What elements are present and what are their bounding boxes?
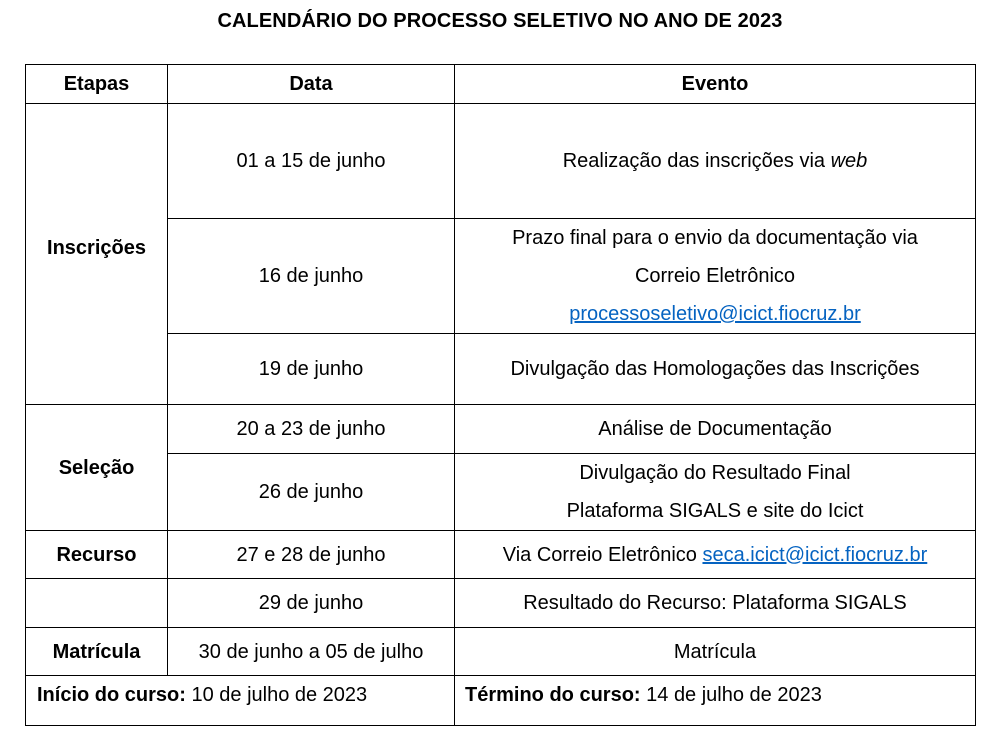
event-cell: Matrícula bbox=[455, 628, 976, 676]
calendar-table bbox=[25, 64, 976, 726]
table-row bbox=[26, 454, 976, 531]
table-row bbox=[26, 334, 976, 405]
header-data: Data bbox=[168, 65, 455, 104]
event-cell bbox=[455, 219, 976, 334]
header-evento: Evento bbox=[455, 65, 976, 104]
event-cell: Divulgação das Homologações das Inscrições bbox=[455, 334, 976, 405]
date-cell: 16 de junho bbox=[168, 219, 455, 334]
event-cell bbox=[455, 454, 976, 531]
stage-inscricoes: Inscrições bbox=[26, 104, 168, 405]
email-link[interactable]: seca.icict@icict.fiocruz.br bbox=[702, 543, 928, 566]
stage-selecao: Seleção bbox=[26, 405, 168, 531]
table-row bbox=[26, 104, 976, 219]
event-cell: Resultado do Recurso: Plataforma SIGALS bbox=[455, 579, 976, 628]
event-line: Prazo final para o envio da documentação via bbox=[512, 227, 918, 249]
date-cell: 30 de junho a 05 de julho bbox=[168, 628, 455, 676]
termino-label: Término do curso: bbox=[465, 684, 641, 706]
table-row bbox=[26, 531, 976, 579]
date-cell: 27 e 28 de junho bbox=[168, 531, 455, 579]
stage-recurso: Recurso bbox=[26, 531, 168, 579]
page-title: CALENDÁRIO DO PROCESSO SELETIVO NO ANO DE 2023 bbox=[217, 10, 783, 32]
table-row bbox=[26, 219, 976, 334]
event-text: Realização das inscrições via bbox=[562, 150, 831, 172]
inicio-label: Início do curso: bbox=[37, 684, 186, 706]
table-row bbox=[26, 405, 976, 454]
event-text: Via Correio Eletrônico bbox=[502, 543, 703, 566]
table-header-row bbox=[26, 65, 976, 104]
date-cell: 20 a 23 de junho bbox=[168, 405, 455, 454]
stage-matricula: Matrícula bbox=[26, 628, 168, 676]
footer-inicio bbox=[26, 676, 455, 726]
date-cell: 29 de junho bbox=[168, 579, 455, 628]
inicio-value: 10 de julho de 2023 bbox=[185, 684, 368, 706]
event-cell bbox=[455, 104, 976, 219]
stage-empty bbox=[26, 579, 168, 628]
table-row bbox=[26, 579, 976, 628]
email-link[interactable]: processoseletivo@icict.fiocruz.br bbox=[569, 303, 861, 325]
event-line: Correio Eletrônico bbox=[634, 265, 796, 287]
event-line: Divulgação do Resultado Final bbox=[579, 462, 851, 484]
event-cell: Análise de Documentação bbox=[455, 405, 976, 454]
event-cell bbox=[455, 531, 976, 579]
date-cell: 01 a 15 de junho bbox=[168, 104, 455, 219]
date-cell: 26 de junho bbox=[168, 454, 455, 531]
table-row bbox=[26, 628, 976, 676]
footer-termino bbox=[455, 676, 976, 726]
event-line: Plataforma SIGALS e site do Icict bbox=[566, 500, 864, 522]
event-italic: web bbox=[830, 150, 868, 172]
termino-value: 14 de julho de 2023 bbox=[640, 684, 822, 706]
header-etapas: Etapas bbox=[26, 65, 168, 104]
date-cell: 19 de junho bbox=[168, 334, 455, 405]
footer-row bbox=[26, 676, 976, 726]
